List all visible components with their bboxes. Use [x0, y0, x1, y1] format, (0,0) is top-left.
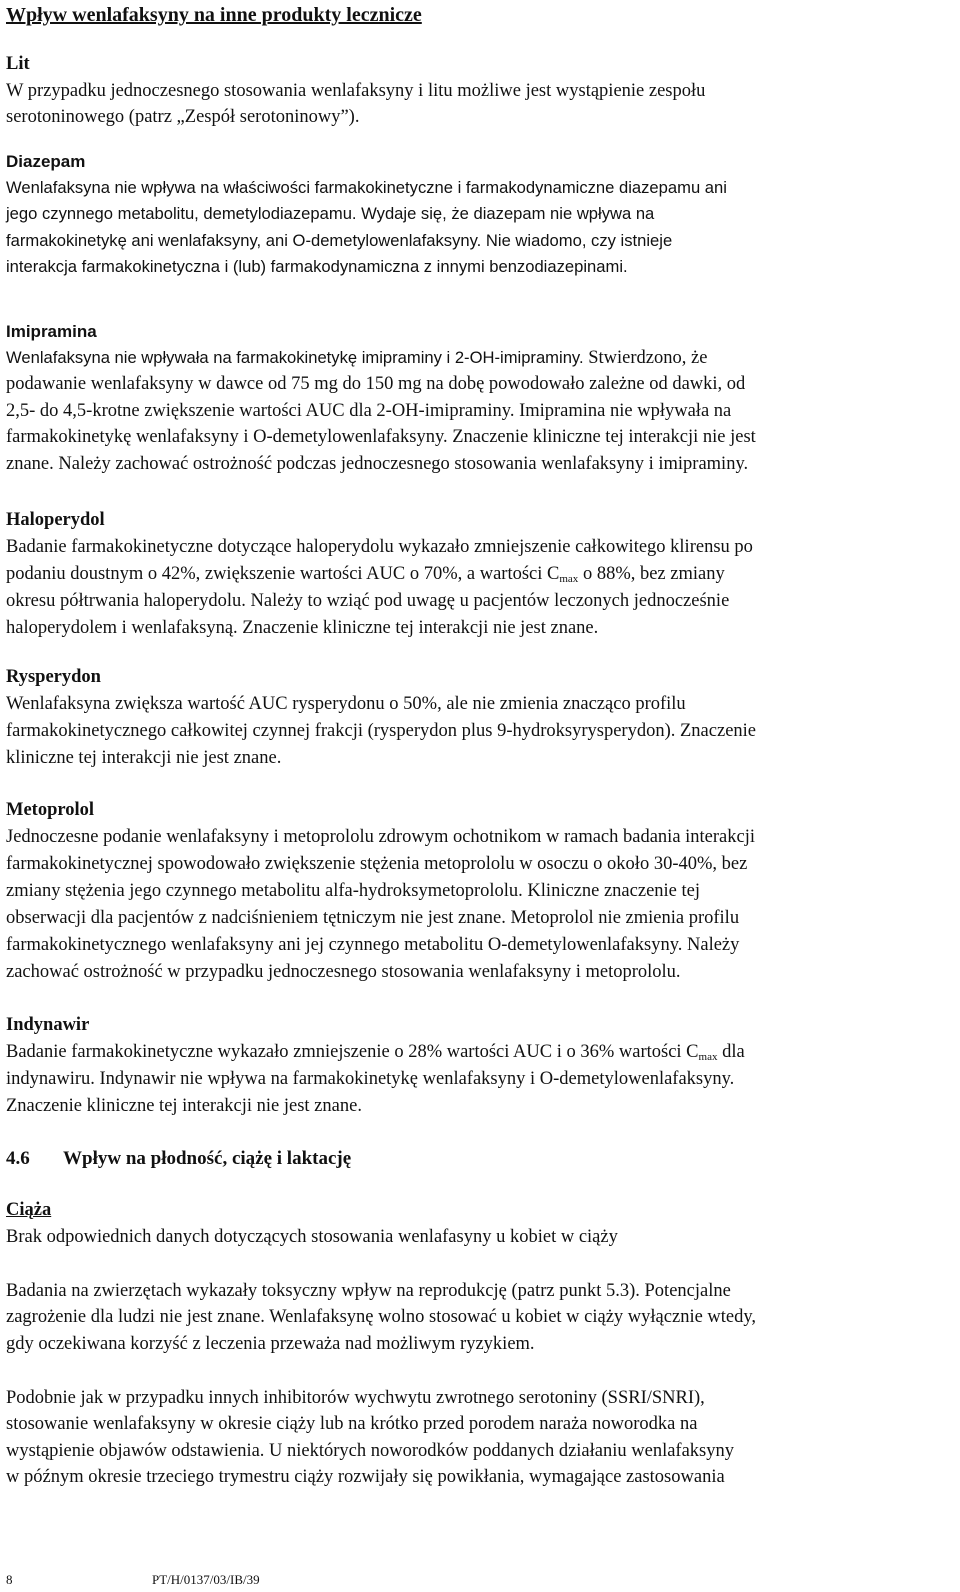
- ciaza-paragraph-3: Podobnie jak w przypadku innych inhibitorów wychwytu zwrotnego serotoniny (SSRI/SNRI), stosowanie wenlafaksyny w okresie ciąży lub na krótko przed porodem naraża noworodka na wystąpienie objawów odstawienia. U niektórych noworodków poddanych działaniu wenlafaksyny w późnym okresie trzeciego trymestru ciąży rozwijały się powikłania, wymagające zastosowania: [6, 1388, 734, 1488]
- imipramina-line1-sans: Wenlafaksyna nie wpływała na farmakokinetykę imipraminy i 2-OH-imipraminy.: [6, 348, 584, 367]
- section-text-diazepam: Wenlafaksyna nie wpływa na właściwości farmakokinetyczne i farmakodynamiczne diazepamu ani jego czynnego metabolitu, demetylodiazepamu. Wydaje się, że diazepam nie wpływa na farmakokinetykę ani wenlafaksyny, ani O-demetylowenlafaksyny. Nie wiadomo, czy istnieje interakcja farmakokinetyczna i (lub) farmakodynamiczna z innymi benzodiazepinami.: [6, 178, 727, 277]
- section-text-indynawir: [6, 1039, 946, 1120]
- indynawir-text-b: dla indynawiru. Indynawir nie wpływa na farmakokinetykę wenlafaksyny i O-demetylowenlafaksyny. Znaczenie kliniczne tej interakcji nie jest znane.: [6, 1042, 745, 1116]
- section-text-lit: W przypadku jednoczesnego stosowania wenlafaksyny i litu możliwe jest wystąpienie zespołu serotoninowego (patrz „Zespół serotoninowy”).: [6, 81, 706, 128]
- section-number: 4.6: [6, 1148, 30, 1169]
- section-diazepam: [6, 148, 946, 281]
- ciaza-paragraph-3-block: [6, 1385, 946, 1491]
- haloperydol-text-a: Badanie farmakokinetyczne dotyczące haloperydolu wykazało zmniejszenie całkowitego klirensu po podaniu doustnym o 42%, zwiększenie wartości AUC o 70%, a wartości C: [6, 537, 753, 584]
- section-haloperydol: [6, 507, 946, 642]
- ciaza-paragraph-1: Brak odpowiednich danych dotyczących stosowania wenlafasyny u kobiet w ciąży: [6, 1227, 618, 1247]
- section-heading-4-6: [6, 1146, 351, 1172]
- imipramina-line1-serif: Stwierdzono, że: [583, 348, 708, 368]
- section-ciaza: [6, 1197, 946, 1250]
- section-text-rysperydon: Wenlafaksyna zwiększa wartość AUC rysperydonu o 50%, ale nie zmienia znacząco profilu farmakokinetycznego całkowitej czynnej frakcji (rysperydon plus 9-hydroksyrysperydon). Znaczenie kliniczne tej interakcji nie jest znane.: [6, 694, 756, 768]
- section-heading-ciaza: Ciąża: [6, 1200, 52, 1220]
- indynawir-text-a: Badanie farmakokinetyczne wykazało zmniejszenie o 28% wartości AUC i o 36% wartości C: [6, 1042, 699, 1062]
- haloperydol-cmax-subscript: max: [559, 573, 579, 585]
- section-text-imipramina-line1: [6, 345, 946, 371]
- page-title: Wpływ wenlafaksyny na inne produkty lecznicze: [6, 4, 422, 26]
- section-heading-lit: Lit: [6, 54, 30, 74]
- section-indynawir: [6, 1012, 946, 1120]
- section-title: Wpływ na płodność, ciążę i laktację: [63, 1148, 352, 1169]
- section-heading-indynawir: Indynawir: [6, 1015, 90, 1035]
- ciaza-paragraph-2: Badania na zwierzętach wykazały toksyczny wpływ na reprodukcję (patrz punkt 5.3). Potencjalne zagrożenie dla ludzi nie jest znane. Wenlafaksynę wolno stosować u kobiet w ciąży wyłącznie wtedy, gdy oczekiwana korzyść z leczenia przeważa nad możliwym ryzykiem.: [6, 1281, 757, 1354]
- haloperydol-text-b: o 88%, bez zmiany okresu półtrwania haloperydolu. Należy to wziąć pod uwagę u pacjentów leczonych jednocześnie haloperydolem i wenlafaksyną. Znaczenie kliniczne tej interakcji nie jest znane.: [6, 564, 730, 638]
- section-heading-imipramina: Imipramina: [6, 322, 97, 341]
- section-heading-rysperydon: Rysperydon: [6, 667, 101, 687]
- section-text-metoprolol: Jednoczesne podanie wenlafaksyny i metoprololu zdrowym ochotnikom w ramach badania interakcji farmakokinetycznej spowodowało zwiększenie stężenia metoprololu w osoczu o około 30-40%, bez zmiany stężenia jego czynnego metabolitu alfa-hydroksymetoprololu. Kliniczne znaczenie tej obserwacji dla pacjentów z nadciśnieniem tętniczym nie jest znane. Metoprolol nie zmienia profilu farmakokinetycznego wenlafaksyny ani jej czynnego metabolitu O-demetylowenlafaksyny. Należy zachować ostrożność w przypadku jednoczesnego stosowania wenlafaksyny i metoprololu.: [6, 827, 756, 982]
- section-rysperydon: [6, 664, 946, 772]
- ciaza-paragraph-2-block: [6, 1278, 946, 1357]
- section-text-imipramina: podawanie wenlafaksyny w dawce od 75 mg do 150 mg na dobę powodowało zależne od dawki, od 2,5- do 4,5-krotne zwiększenie wartości AUC dla 2-OH-imipraminy. Imipramina nie wpływała na farmakokinetykę wenlafaksyny i O-demetylowenlafaksyny. Znaczenie kliniczne tej interakcji nie jest znane. Należy zachować ostrożność podczas jednoczesnego stosowania wenlafaksyny i imipraminy.: [6, 374, 756, 474]
- section-text-haloperydol: [6, 534, 946, 642]
- section-lit: [6, 51, 946, 131]
- page-footer: [6, 1572, 260, 1588]
- indynawir-cmax-subscript: max: [698, 1051, 718, 1063]
- footer-document-code: PT/H/0137/03/IB/39: [152, 1572, 260, 1587]
- section-heading-diazepam: Diazepam: [6, 152, 86, 171]
- section-heading-metoprolol: Metoprolol: [6, 800, 95, 820]
- section-imipramina: [6, 318, 946, 477]
- section-heading-haloperydol: Haloperydol: [6, 510, 105, 530]
- footer-page-number: 8: [6, 1572, 13, 1587]
- section-metoprolol: [6, 797, 946, 986]
